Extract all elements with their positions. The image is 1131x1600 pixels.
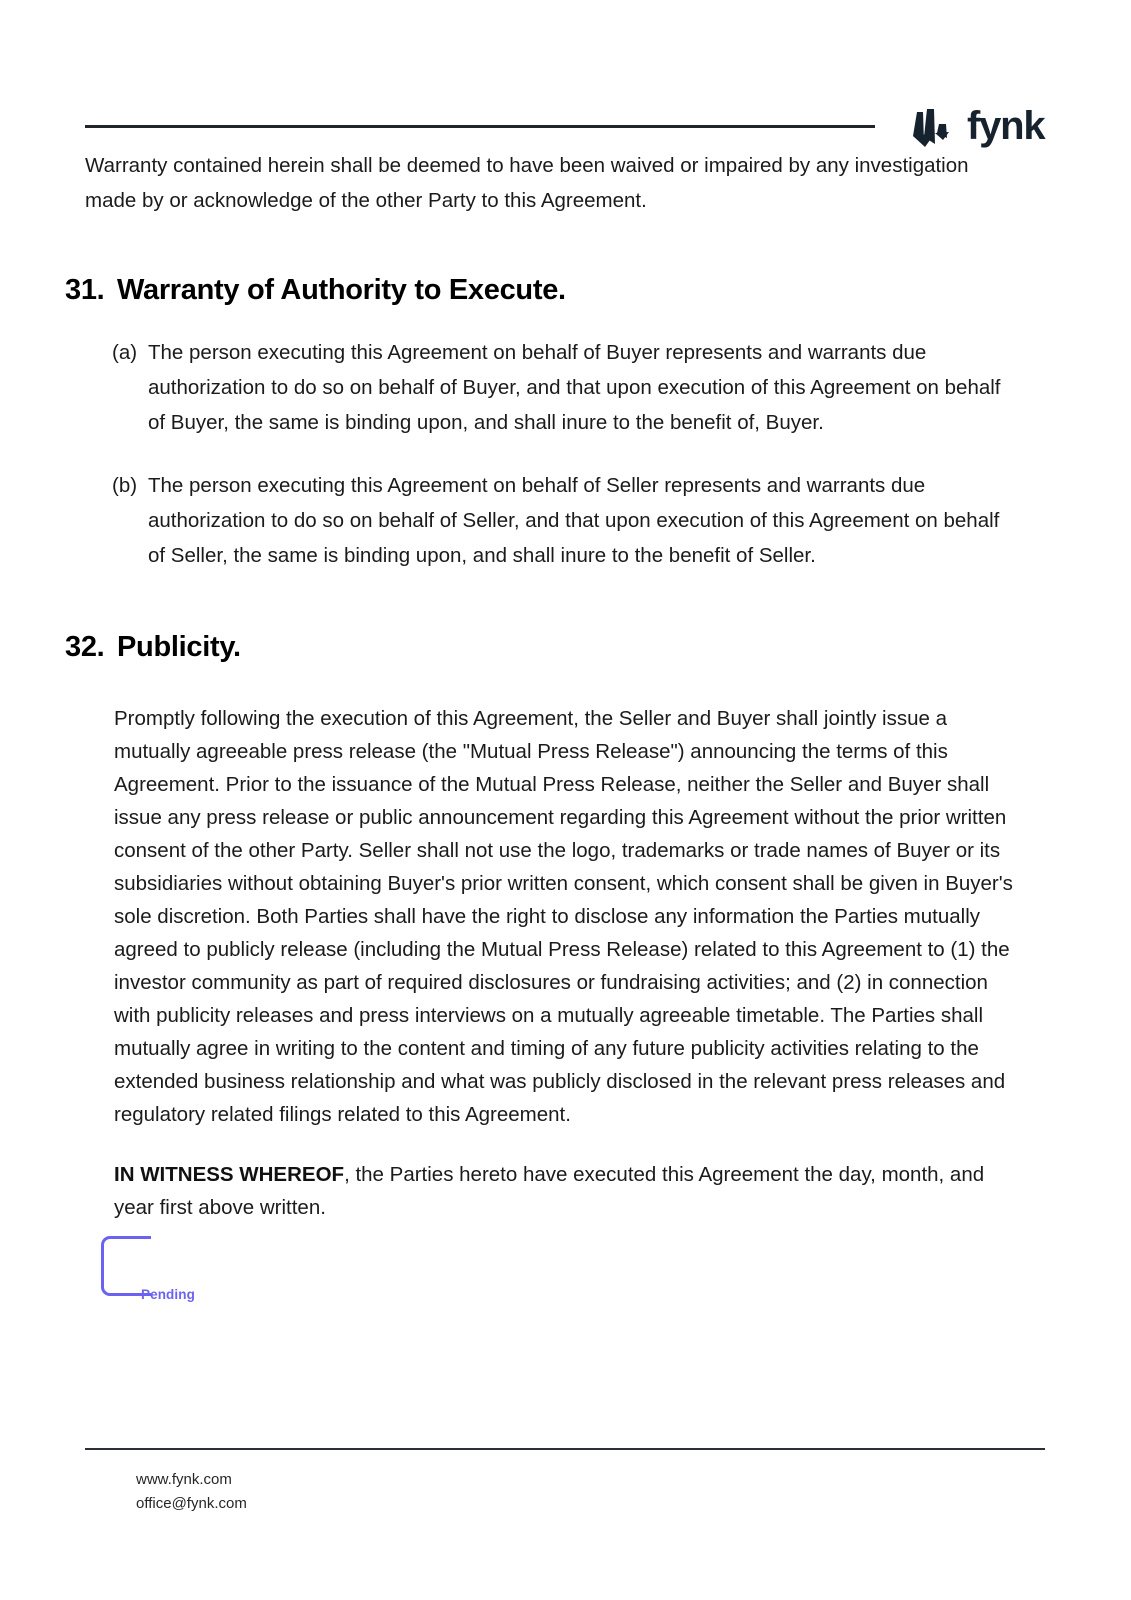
- brand-logo: [903, 103, 1044, 149]
- section-32-body: Promptly following the execution of this Agreement, the Seller and Buyer shall jointly issue a mutually agreeable press release (the "Mutual Press Release") announcing the terms of this Agreement. Prior to the issuance of the Mutual Press Release, neither the Seller and Buyer shall issue any press release or public announcement regarding this Agreement without the prior written consent of the other Party. Seller shall not use the logo, trademarks or trade names of Buyer or its subsidiaries without obtaining Buyer's prior written consent, which consent shall be given in Buyer's sole discretion. Both Parties shall have the right to disclose any information the Parties mutually agreed to publicly release (including the Mutual Press Release) related to this Agreement to (1) the investor community as part of required disclosures or fundraising activities; and (2) in connection with publicity releases and press interviews on a mutually agreeable timetable. The Parties shall mutually agree in writing to the content and timing of any future publicity activities relating to the extended business relationship and what was publicly disclosed in the relevant press releases and regulatory related filings related to this Agreement.: [114, 707, 1013, 1126]
- footer-website[interactable]: www.fynk.com: [136, 1471, 232, 1488]
- footer-divider: [85, 1448, 1045, 1450]
- header-divider: [85, 125, 875, 128]
- document-body: [0, 148, 1131, 1224]
- section-heading-32: [0, 631, 1131, 664]
- witness-rest: , the Parties hereto have executed this Agreement the day, month, and year first above written.: [114, 1163, 985, 1219]
- fynk-bird-icon: [903, 103, 957, 149]
- section-number-32: 32.: [65, 631, 105, 663]
- page-header: [0, 96, 1131, 156]
- section-title-31: Warranty of Authority to Execute.: [117, 274, 566, 306]
- brand-wordmark: fynk: [967, 104, 1045, 148]
- signature-block[interactable]: [0, 1218, 1131, 1328]
- status-badge: Pending: [141, 1287, 195, 1302]
- footer-contact: [0, 1468, 1131, 1516]
- page-footer: [0, 1448, 1131, 1516]
- list-text-b: The person executing this Agreement on behalf of Seller represents and warrants due authorization to do so on behalf of Seller, and that upon execution of this Agreement on behalf of Seller, the same is binding upon, and shall inure to the benefit of Seller.: [148, 474, 1000, 567]
- intro-paragraph: Warranty contained herein shall be deemed to have been waived or impaired by any investigation made by or acknowledge of the other Party to this Agreement.: [85, 154, 969, 212]
- list-item: [0, 335, 1131, 440]
- list-text-a: The person executing this Agreement on behalf of Buyer represents and warrants due authorization to do so on behalf of Buyer, and that upon execution of this Agreement on behalf of Buyer, the same is binding upon, and shall inure to the benefit of, Buyer.: [148, 341, 1001, 434]
- list-marker-b: (b): [112, 474, 138, 497]
- section-heading-31: [0, 274, 1131, 307]
- witness-paragraph: [0, 1158, 1131, 1224]
- section-number-31: 31.: [65, 274, 105, 306]
- section-31-sublist: [0, 335, 1131, 573]
- section-title-32: Publicity.: [117, 631, 241, 663]
- list-marker-a: (a): [112, 341, 138, 364]
- list-item: [0, 468, 1131, 573]
- footer-email[interactable]: office@fynk.com: [136, 1495, 247, 1512]
- witness-lead: IN WITNESS WHEREOF: [114, 1163, 345, 1186]
